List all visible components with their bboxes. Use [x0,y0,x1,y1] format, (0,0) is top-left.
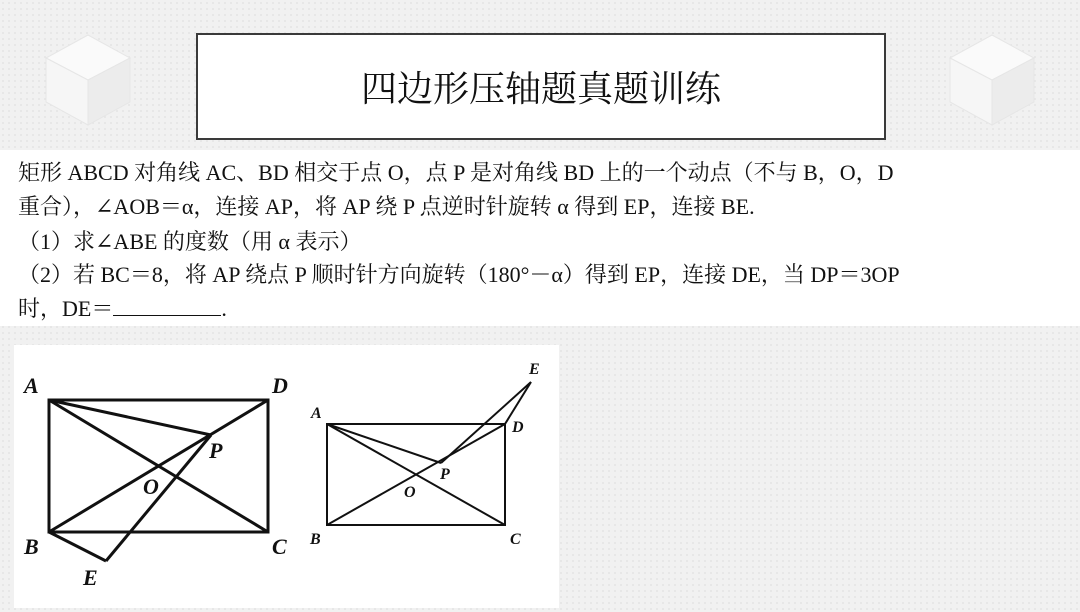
label-e: E [529,361,540,378]
label-p: P [209,438,223,463]
label-d: D [512,419,524,436]
segment-be [49,532,106,561]
title-box [196,33,886,140]
question-2: （2）若 BC＝8，将 AP 绕点 P 顺时针方向旋转（180°－α）得到 EP，连接 DE，当 DP＝3OP [18,262,900,287]
label-c: C [272,534,287,559]
figure-2 [327,382,531,525]
period: . [221,296,227,321]
figures [14,345,559,608]
answer-prompt: 时，DE＝ [18,296,114,321]
label-a: A [311,405,322,422]
segment-ap [49,400,211,435]
question-2-cont [18,292,227,323]
label-p: P [440,466,450,483]
figure-1-labels [22,373,288,590]
label-o: O [143,474,159,499]
label-o: O [404,484,416,501]
question-1: （1）求∠ABE 的度数（用 α 表示） [18,229,362,254]
label-b: B [24,534,39,559]
label-d: D [272,373,288,398]
label-e: E [83,565,98,590]
problem-line-1: 矩形 ABCD 对角线 AC、BD 相交于点 O，点 P 是对角线 BD 上的一个动点（不与 B，O，D [18,160,894,185]
cube-logo-icon [944,30,1040,130]
geometry-figures [14,345,559,608]
label-c: C [510,531,521,548]
cube-logo-icon [40,30,136,130]
answer-blank[interactable] [113,297,221,316]
label-b: B [310,531,321,548]
problem-line-2: 重合），∠AOB＝α，连接 AP，将 AP 绕 P 点逆时针旋转 α 得到 EP，连接 BE. [18,194,755,219]
page-title: 四边形压轴题真题训练 [360,69,721,110]
label-a: A [24,373,39,398]
problem-text [0,150,1080,326]
